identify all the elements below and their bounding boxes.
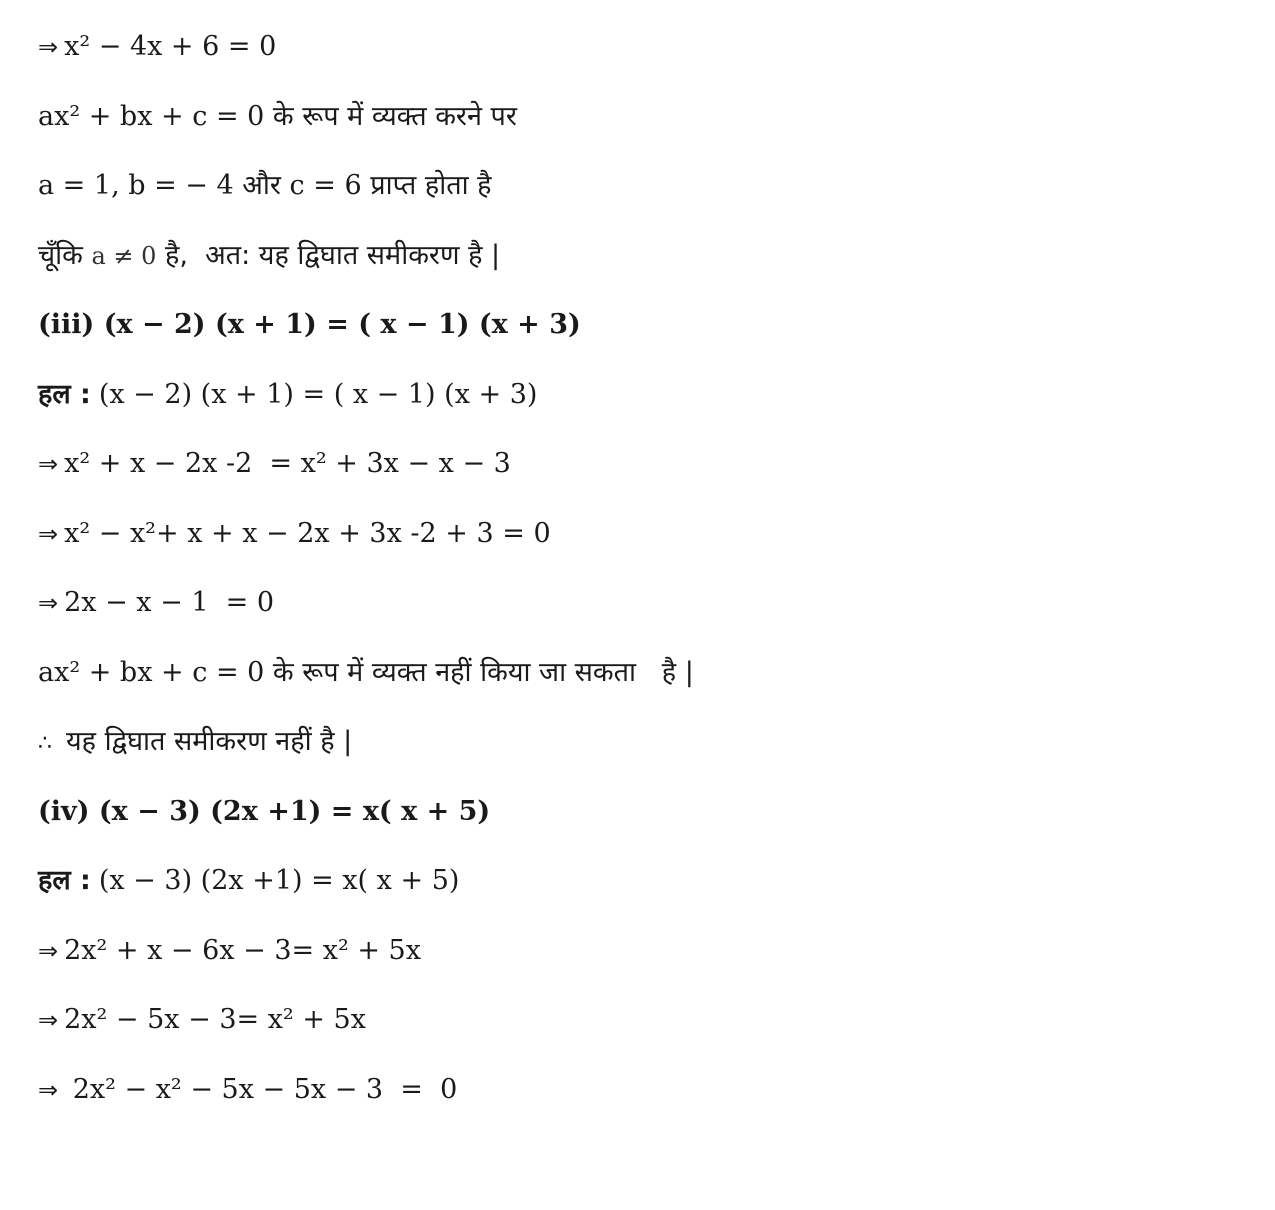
math-text: c = 6 — [280, 170, 371, 201]
math-text: ax² + bx + c = 0 — [38, 100, 273, 132]
question-text: (iv) (x − 3) (2x +1) = x( x + 5) — [38, 795, 491, 827]
implies-icon: ⇒ — [38, 33, 59, 61]
implies-icon: ⇒ — [38, 1006, 59, 1034]
hindi-text: प्राप्त होता है — [370, 170, 492, 201]
solution-document — [38, 22, 1238, 1134]
equation-line — [38, 995, 1238, 1065]
math-text: ax² + bx + c = 0 — [38, 656, 265, 688]
math-text: 2x² − x² − 5x − 5x − 3 = 0 — [64, 1073, 458, 1105]
solution-label: हल : — [38, 378, 91, 410]
implies-icon: ⇒ — [38, 1075, 59, 1104]
hindi-text: है, अत: यह द्विघात समीकरण है | — [156, 239, 501, 271]
question-heading — [38, 787, 1238, 857]
text-line — [38, 92, 1238, 162]
math-text: a = 1, b = − 4 — [38, 170, 243, 201]
implies-icon: ⇒ — [38, 936, 59, 965]
equation-line — [38, 509, 1238, 579]
solution-line — [38, 856, 1238, 926]
hindi-text: चूँकि — [38, 239, 92, 271]
math-text: 2x² + x − 6x − 3= x² + 5x — [64, 934, 421, 966]
math-text: x² − x²+ x + x − 2x + 3x -2 + 3 = 0 — [64, 517, 551, 549]
equation-line — [38, 439, 1238, 509]
conclusion-line — [38, 717, 1238, 787]
math-text: (x − 3) (2x +1) = x( x + 5) — [98, 865, 460, 896]
math-text: 2x² − 5x − 3= x² + 5x — [64, 1004, 366, 1035]
hindi-text: के रूप में व्यक्त नहीं किया जा सकता है | — [264, 656, 694, 688]
hindi-text: यह द्विघात समीकरण नहीं है | — [66, 726, 353, 757]
equation-line — [38, 1065, 1238, 1135]
solution-line — [38, 370, 1238, 440]
text-line — [38, 648, 1238, 718]
implies-icon: ⇒ — [38, 450, 59, 478]
math-text: x² + x − 2x -2 = x² + 3x − x − 3 — [64, 448, 511, 479]
math-text: x² − 4x + 6 = 0 — [64, 31, 277, 62]
question-heading — [38, 300, 1238, 370]
math-text: (x − 2) (x + 1) = ( x − 1) (x + 3) — [98, 378, 538, 410]
therefore-icon: ∴ — [38, 731, 52, 756]
hindi-text: के रूप में व्यक्त करने पर — [272, 100, 517, 132]
equation-line — [38, 926, 1238, 996]
equation-line — [38, 578, 1238, 648]
implies-icon: ⇒ — [38, 589, 59, 617]
text-line — [38, 231, 1238, 301]
implies-icon: ⇒ — [38, 519, 59, 548]
math-text: 2x − x − 1 = 0 — [64, 587, 275, 618]
text-line — [38, 161, 1238, 231]
equation-line — [38, 22, 1238, 92]
hindi-text: और — [242, 170, 281, 201]
solution-label: हल : — [38, 865, 91, 896]
question-text: (iii) (x − 2) (x + 1) = ( x − 1) (x + 3) — [38, 309, 581, 340]
math-text: a ≠ 0 — [91, 241, 157, 270]
